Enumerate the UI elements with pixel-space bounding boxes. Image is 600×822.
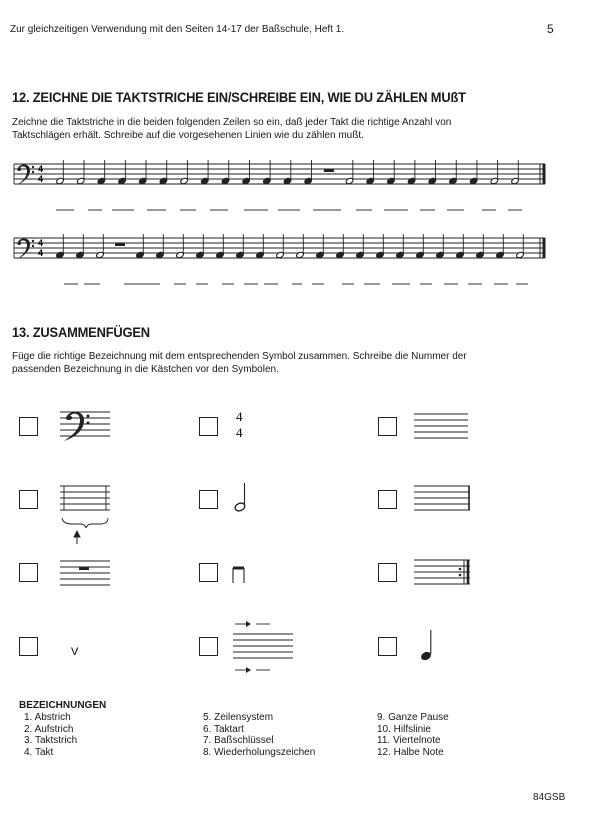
half-note-symbol: [234, 483, 246, 512]
svg-text:4: 4: [236, 409, 243, 424]
final-barline-symbol: [414, 486, 470, 510]
repeat-sign-symbol: [414, 560, 470, 584]
breath-mark-symbol: V: [71, 646, 79, 658]
staff-1-time-top: 4: [38, 164, 44, 174]
time-signature-symbol: [236, 409, 243, 440]
bass-clef-symbol: [60, 412, 110, 441]
staff-1-time-bottom: 4: [38, 174, 44, 184]
staff-2-time-bottom: 4: [38, 248, 44, 258]
svg-text:4: 4: [236, 425, 243, 440]
legend-title: BEZEICHNUNGEN: [19, 700, 107, 711]
ledger-lines-symbol: [233, 621, 293, 673]
footer-code: 84GSB: [533, 792, 566, 803]
exercise-12-title: 12. ZEICHNE DIE TAKTSTRICHE EIN/SCHREIBE EIN, WIE DU ZÄHLEN MUßT: [12, 89, 466, 105]
legend-col-2: 5. Zeilensystem 6. Taktart 7. Baßschlüssel 8. Wiederholungszeichen: [203, 712, 316, 758]
exercise-13-title: 13. ZUSAMMENFÜGEN: [12, 324, 150, 340]
legend-col-3: 9. Ganze Pause 10. Hilfslinie 11. Viertelnote 12. Halbe Note: [377, 712, 449, 758]
legend-col-1: 1. Abstrich 2. Aufstrich 3. Taktstrich 4. Takt: [24, 712, 78, 758]
header-text: Zur gleichzeitigen Verwendung mit den Seiten 14-17 der Baßschule, Heft 1.: [10, 24, 345, 35]
quarter-note-symbol: [420, 630, 433, 662]
staff-2-time-top: 4: [38, 238, 44, 248]
whole-rest-symbol: [60, 561, 110, 585]
page-number: 5: [547, 22, 554, 36]
barlines-symbol: [60, 486, 110, 544]
quarter-notes-symbol: [233, 568, 244, 583]
exercise-12-instructions: Zeichne die Taktstriche in die beiden folgenden Zeilen so ein, daß jeder Takt die richtige Anzahl von Taktschlägen erhält. Schreibe auf die vorgesehenen Linien wie du zählen mußt.: [12, 117, 452, 141]
staff-lines-symbol: [414, 414, 468, 438]
exercise-13-instructions: Füge die richtige Bezeichnung mit dem entsprechenden Symbol zusammen. Schreibe die Nummer der passenden Bezeichnung in die Kästchen vor den Symbolen.: [12, 351, 467, 375]
